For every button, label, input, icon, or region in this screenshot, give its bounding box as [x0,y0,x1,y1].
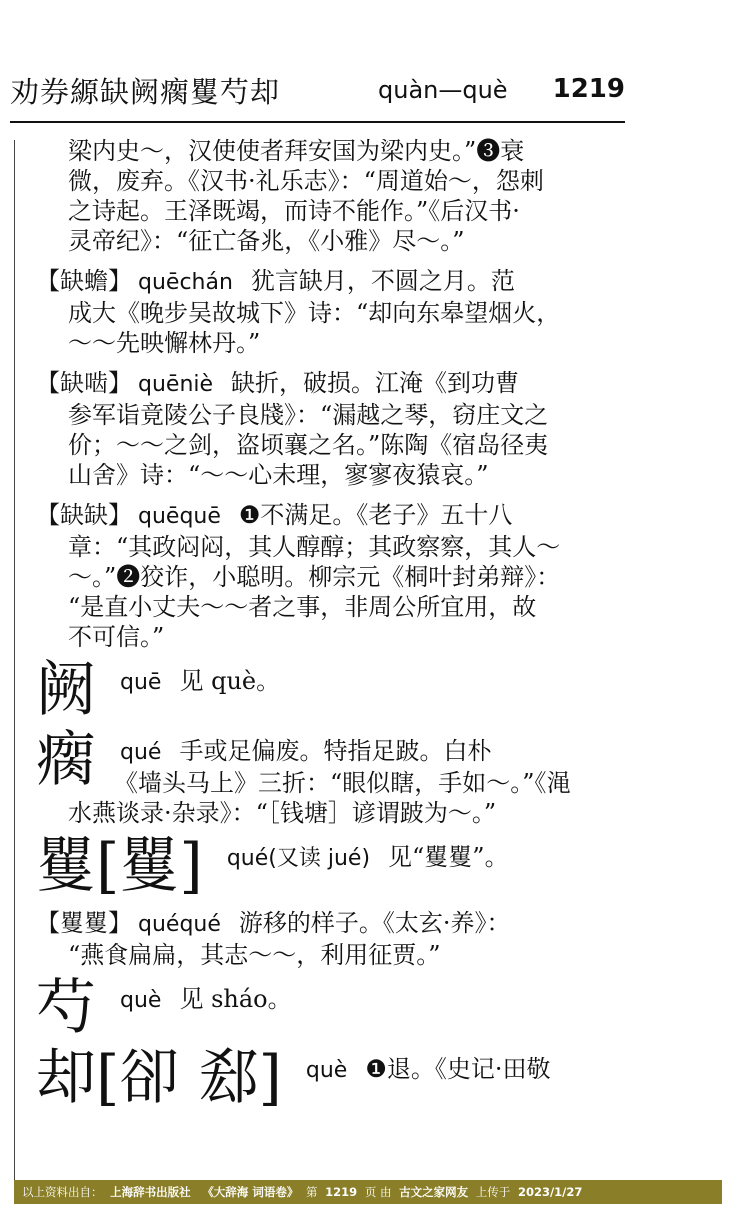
entry-pinyin: quēchán [138,270,233,295]
big-headword: 瘸 [36,725,96,795]
headword-que-4 [36,973,628,1043]
text-line: 梁内史～，汉使使者拜安国为梁内史。”❸衰 [68,137,525,165]
entry-que-que [36,500,628,652]
footer-date: 2023/1/27 [517,1185,583,1199]
entry-pinyin: quéqué [138,912,221,937]
footer-uploader: 古文之家网友 [399,1185,469,1199]
footer-source-label: 以上资料出自： [22,1185,103,1199]
entry-headword: 【矍矍】 [36,909,132,937]
headword-definition: 手或足偏废。特指足跛。白朴 [179,737,492,765]
margin-line [14,140,15,1180]
text-line: 价；～～之剑，盗顷襄之名。”陈陶《宿岛径夷 [68,431,549,459]
entries-body [36,136,628,1113]
footer-page-number: 1219 [325,1185,358,1199]
source-footer-bar [14,1180,722,1204]
footer-page-suffix: 页 由 [364,1185,392,1199]
headword-pinyin: quē [120,670,162,695]
big-headword: 矍[矍] [36,831,203,901]
entry-que-nie [36,368,628,490]
text-line: 不可信。” [68,623,165,651]
text-line: “燕食扁扁，其志～～，利用征贾。” [68,941,441,969]
text-line: 水燕谈录·杂录》：“［钱塘］谚谓跛为～。” [68,799,497,827]
headword-definition: 见 què。 [179,667,281,695]
headword-definition: 见 sháo。 [179,985,292,1013]
headword-que-5 [36,1043,628,1113]
big-headword: 芍 [36,973,96,1043]
entry-que-chan [36,266,628,358]
text-line: “是直小丈夫～～者之事，非周公所宜用，故 [68,593,537,621]
headword-que-1 [36,655,628,725]
footer-book-title: 《大辞海 词语卷》 [202,1185,299,1199]
entry-definition: 缺折，破损。江淹《到功曹 [231,369,520,397]
entry-definition: ❶不满足。《老子》五十八 [238,501,513,529]
text-line: 灵帝纪》：“征亡备兆，《小雅》尽～。” [68,227,465,255]
header-pinyin-range: quàn—què [378,76,508,104]
header-rule [10,121,625,123]
entry-que-que-2 [36,908,628,970]
big-headword: 却[卻 郄] [36,1043,282,1113]
text-line: ～～先映懈林丹。” [68,329,261,357]
headword-que-3 [36,831,628,901]
entry-definition: 游移的样子。《太玄·养》： [238,909,511,937]
entry-headword: 【缺蟾】 [36,267,132,295]
header-page-number: 1219 [552,74,625,104]
text-line: 参军诣竟陵公子良牋》：“漏越之琴，窃庄文之 [68,401,549,429]
headword-que-2 [36,725,628,798]
running-header [10,70,625,110]
entry-headword: 【缺缺】 [36,501,132,529]
footer-page-prefix: 第 [305,1185,318,1199]
text-line: 章：“其政闷闷，其人醇醇；其政察察，其人～ [68,533,561,561]
text-line: 微，废弃。《汉书·礼乐志》：“周道始～，怨刺 [68,167,544,195]
headword-pinyin: qué(又读 jué) [226,846,371,871]
footer-upload-label: 上传于 [475,1185,511,1199]
headword-pinyin: què [305,1058,348,1083]
text-line: ～。”❷狡诈，小聪明。柳宗元《桐叶封弟辩》： [68,563,561,591]
headword-pinyin: qué [120,740,162,765]
entry-pinyin: quēniè [138,372,214,397]
big-headword: 阙 [36,655,96,725]
headword-definition: ❶退。《史记·田敬 [365,1055,551,1083]
text-line: 山舍》诗：“～～心未理，寥寥夜猿哀。” [68,461,489,489]
text-line: 成大《晚步吴故城下》诗：“却向东皋望烟火， [68,299,561,327]
headword-pinyin: què [120,988,162,1013]
entry-pinyin: quēquē [138,504,221,529]
entry-definition: 犹言缺月，不圆之月。范 [250,267,515,295]
footer-publisher: 上海辞书出版社 [110,1185,191,1199]
text-line: 《墙头马上》三折：“眼似瞎，手如～。”《渑 [114,769,571,797]
text-line: 之诗起。王泽既竭，而诗不能作。”《后汉书· [68,197,520,225]
headword-definition: 见“矍矍”。 [388,843,509,871]
entry-headword: 【缺啮】 [36,369,132,397]
header-headwords: 劝券縓缺阙瘸矍芍却 [10,75,281,109]
